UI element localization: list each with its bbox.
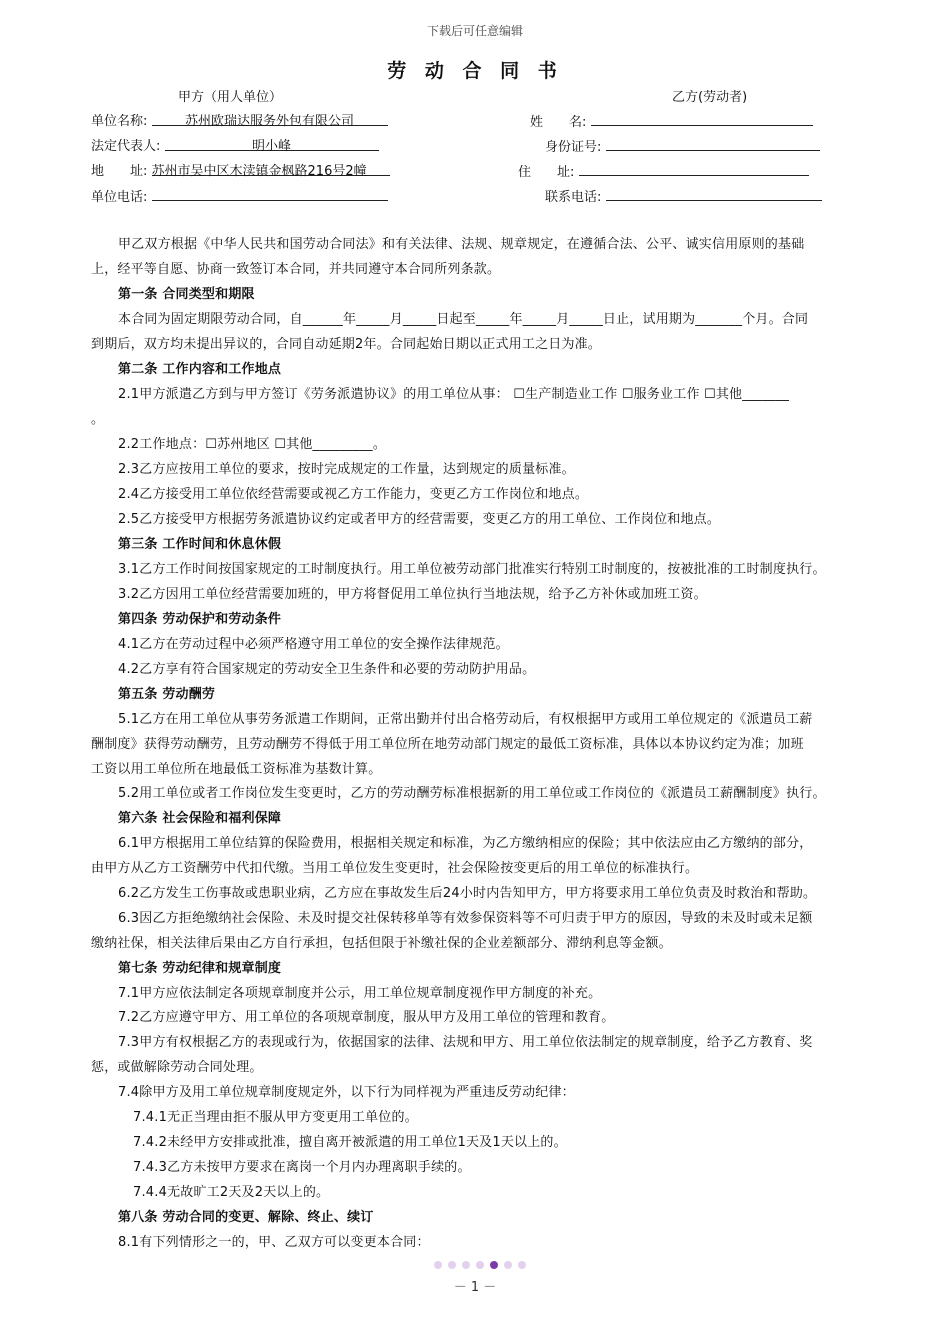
body-line: 6.2乙方发生工伤事故或患职业病，乙方应在事故发生后24小时内告知甲方，甲方将要求用工单位负责及时救治和帮助。 [118,886,817,901]
page-dot[interactable] [504,1261,512,1269]
body-line: 4.1乙方在劳动过程中必须严格遵守用工单位的安全操作法律规范。 [118,637,509,652]
body-line: 酬制度》获得劳动酬劳，且劳动酬劳不得低于用工单位所在地劳动部门规定的最低工资标准，具体以本协议约定为准；加班 [91,737,804,752]
body-line: 工资以用工单位所在地最低工资标准为基数计算。 [91,762,382,777]
party-b-id-label: 身份证号: [545,140,602,155]
party-a-addr-row [91,160,390,179]
page-dot[interactable] [476,1261,484,1269]
party-b-addr-label: 住 址: [518,165,575,180]
section-heading: 第四条 劳动保护和劳动条件 [118,612,282,627]
body-line: 5.1乙方在用工单位从事劳务派遣工作期间，正常出勤并付出合格劳动后，有权根据甲方或用工单位规定的《派遣员工薪 [118,712,813,727]
body-line: 7.4.4无故旷工2天及2天以上的。 [133,1185,330,1200]
party-b-id-field[interactable] [606,135,820,151]
body-line: 由甲方从乙方工资酬劳中代扣代缴。当用工单位发生变更时，社会保险按变更后的用工单位的标准执行。 [91,861,699,876]
page-dot[interactable] [448,1261,456,1269]
body-line: 。 [91,412,105,427]
party-a-rep-value: 明小峰 [165,135,379,151]
body-line: 3.1乙方工作时间按国家规定的工时制度执行。用工单位被劳动部门批准实行特别工时制度的，按被批准的工时制度执行。 [118,562,826,577]
document-title: 劳 动 合 同 书 [387,60,563,82]
section-heading: 第八条 劳动合同的变更、解除、终止、续订 [118,1210,374,1225]
party-a-rep-row [91,135,379,154]
body-line: 8.1有下列情形之一的，甲、乙双方可以变更本合同： [118,1235,430,1250]
body-line: 7.4除甲方及用工单位规章制度规定外，以下行为同样视为严重违反劳动纪律： [118,1085,575,1100]
body-line: 上，经平等自愿、协商一致签订本合同，并共同遵守本合同所列条款。 [91,262,501,277]
party-b-heading: 乙方(劳动者) [672,90,748,105]
body-line: 7.4.3乙方未按甲方要求在离岗一个月内办理离职手续的。 [133,1160,471,1175]
section-heading: 第六条 社会保险和福利保障 [118,811,282,826]
section-heading: 第五条 劳动酬劳 [118,687,216,702]
party-b-phone-row [545,185,822,205]
body-line: 7.1甲方应依法制定各项规章制度并公示，用工单位规章制度视作甲方制度的补充。 [118,986,602,1001]
party-a-name-label: 单位名称: [91,114,148,129]
party-a-phone-field[interactable] [152,185,388,201]
party-a-name-value: 苏州欧瑞达服务外包有限公司 [152,110,388,126]
section-heading: 第三条 工作时间和休息休假 [118,537,282,552]
party-b-name-row [530,110,813,130]
body-line: 4.2乙方享有符合国家规定的劳动安全卫生条件和必要的劳动防护用品。 [118,662,536,677]
party-a-addr-label: 地 址: [91,164,148,179]
party-b-addr-row [518,160,809,180]
body-line: 7.4.2未经甲方安排或批准，擅自离开被派遣的用工单位1天及1天以上的。 [133,1135,567,1150]
section-heading: 第七条 劳动纪律和规章制度 [118,961,282,976]
body-line: 2.3乙方应按用工单位的要求，按时完成规定的工作量，达到规定的质量标准。 [118,462,575,477]
party-b-phone-field[interactable] [606,185,822,201]
page-dot[interactable] [462,1261,470,1269]
body-line: 2.2工作地点：☐苏州地区 ☐其他_________。 [118,437,387,452]
party-b-addr-field[interactable] [579,160,809,176]
header-note: 下载后可任意编辑 [426,24,523,38]
party-b-name-label: 姓 名: [530,115,587,130]
body-line: 2.5乙方接受甲方根据劳务派遣协议约定或者甲方的经营需要，变更乙方的用工单位、工作岗位和地点。 [118,512,721,527]
section-heading: 第一条 合同类型和期限 [118,287,255,302]
party-a-addr-value: 苏州市吴中区木渎镇金枫路216号2幢 [152,160,390,176]
body-line: 本合同为固定期限劳动合同，自______年_____月_____日起至_____年_____月_____日止，试用期为_______个月。合同 [118,312,809,327]
party-a-name-row [91,110,388,129]
body-line: 到期后，双方均未提出异议的，合同自动延期2年。合同起始日期以正式用工之日为准。 [91,337,602,352]
party-b-phone-label: 联系电话: [545,190,602,205]
body-line: 6.1甲方根据用工单位结算的保险费用，根据相关规定和标准，为乙方缴纳相应的保险；其中依法应由乙方缴纳的部分， [118,836,813,851]
page-dot-active[interactable] [490,1261,498,1269]
page-number: － 1 － [453,1280,497,1295]
body-line: 5.2用工单位或者工作岗位发生变更时，乙方的劳动酬劳标准根据新的用工单位或工作岗位的《派遣员工薪酬制度》执行。 [118,786,826,801]
body-line: 2.4乙方接受用工单位依经营需要或视乙方工作能力，变更乙方工作岗位和地点。 [118,487,589,502]
party-a-rep-label: 法定代表人: [91,139,161,154]
page-dot[interactable] [434,1261,442,1269]
body-line: 惩，或做解除劳动合同处理。 [91,1060,263,1075]
body-line: 甲乙双方根据《中华人民共和国劳动合同法》和有关法律、法规、规章规定，在遵循合法、公平、诚实信用原则的基础 [118,237,805,252]
body-line: 2.1甲方派遣乙方到与甲方签订《劳务派遣协议》的用工单位从事： ☐生产制造业工作 ☐服务业工作 ☐其他_______ [118,387,790,402]
page-dot[interactable] [518,1261,526,1269]
body-line: 7.2乙方应遵守甲方、用工单位的各项规章制度，服从甲方及用工单位的管理和教育。 [118,1010,615,1025]
party-a-phone-row [91,185,388,205]
party-a-phone-label: 单位电话: [91,190,148,205]
section-heading: 第二条 工作内容和工作地点 [118,362,282,377]
body-line: 6.3因乙方拒绝缴纳社会保险、未及时提交社保转移单等有效参保资料等不可归责于甲方的原因，导致的未及时或未足额 [118,911,813,926]
body-line: 3.2乙方因用工单位经营需要加班的，甲方将督促用工单位执行当地法规，给予乙方补休或加班工资。 [118,587,707,602]
party-b-name-field[interactable] [591,110,813,126]
party-a-heading: 甲方（用人单位） [178,90,283,105]
body-line: 7.3甲方有权根据乙方的表现或行为，依据国家的法律、法规和甲方、用工单位依法制定的规章制度，给予乙方教育、奖 [118,1035,813,1050]
party-b-id-row [545,135,820,155]
body-line: 7.4.1无正当理由拒不服从甲方变更用工单位的。 [133,1110,418,1125]
body-line: 缴纳社保，相关法律后果由乙方自行承担，包括但限于补缴社保的企业差额部分、滞纳利息等金额。 [91,936,672,951]
